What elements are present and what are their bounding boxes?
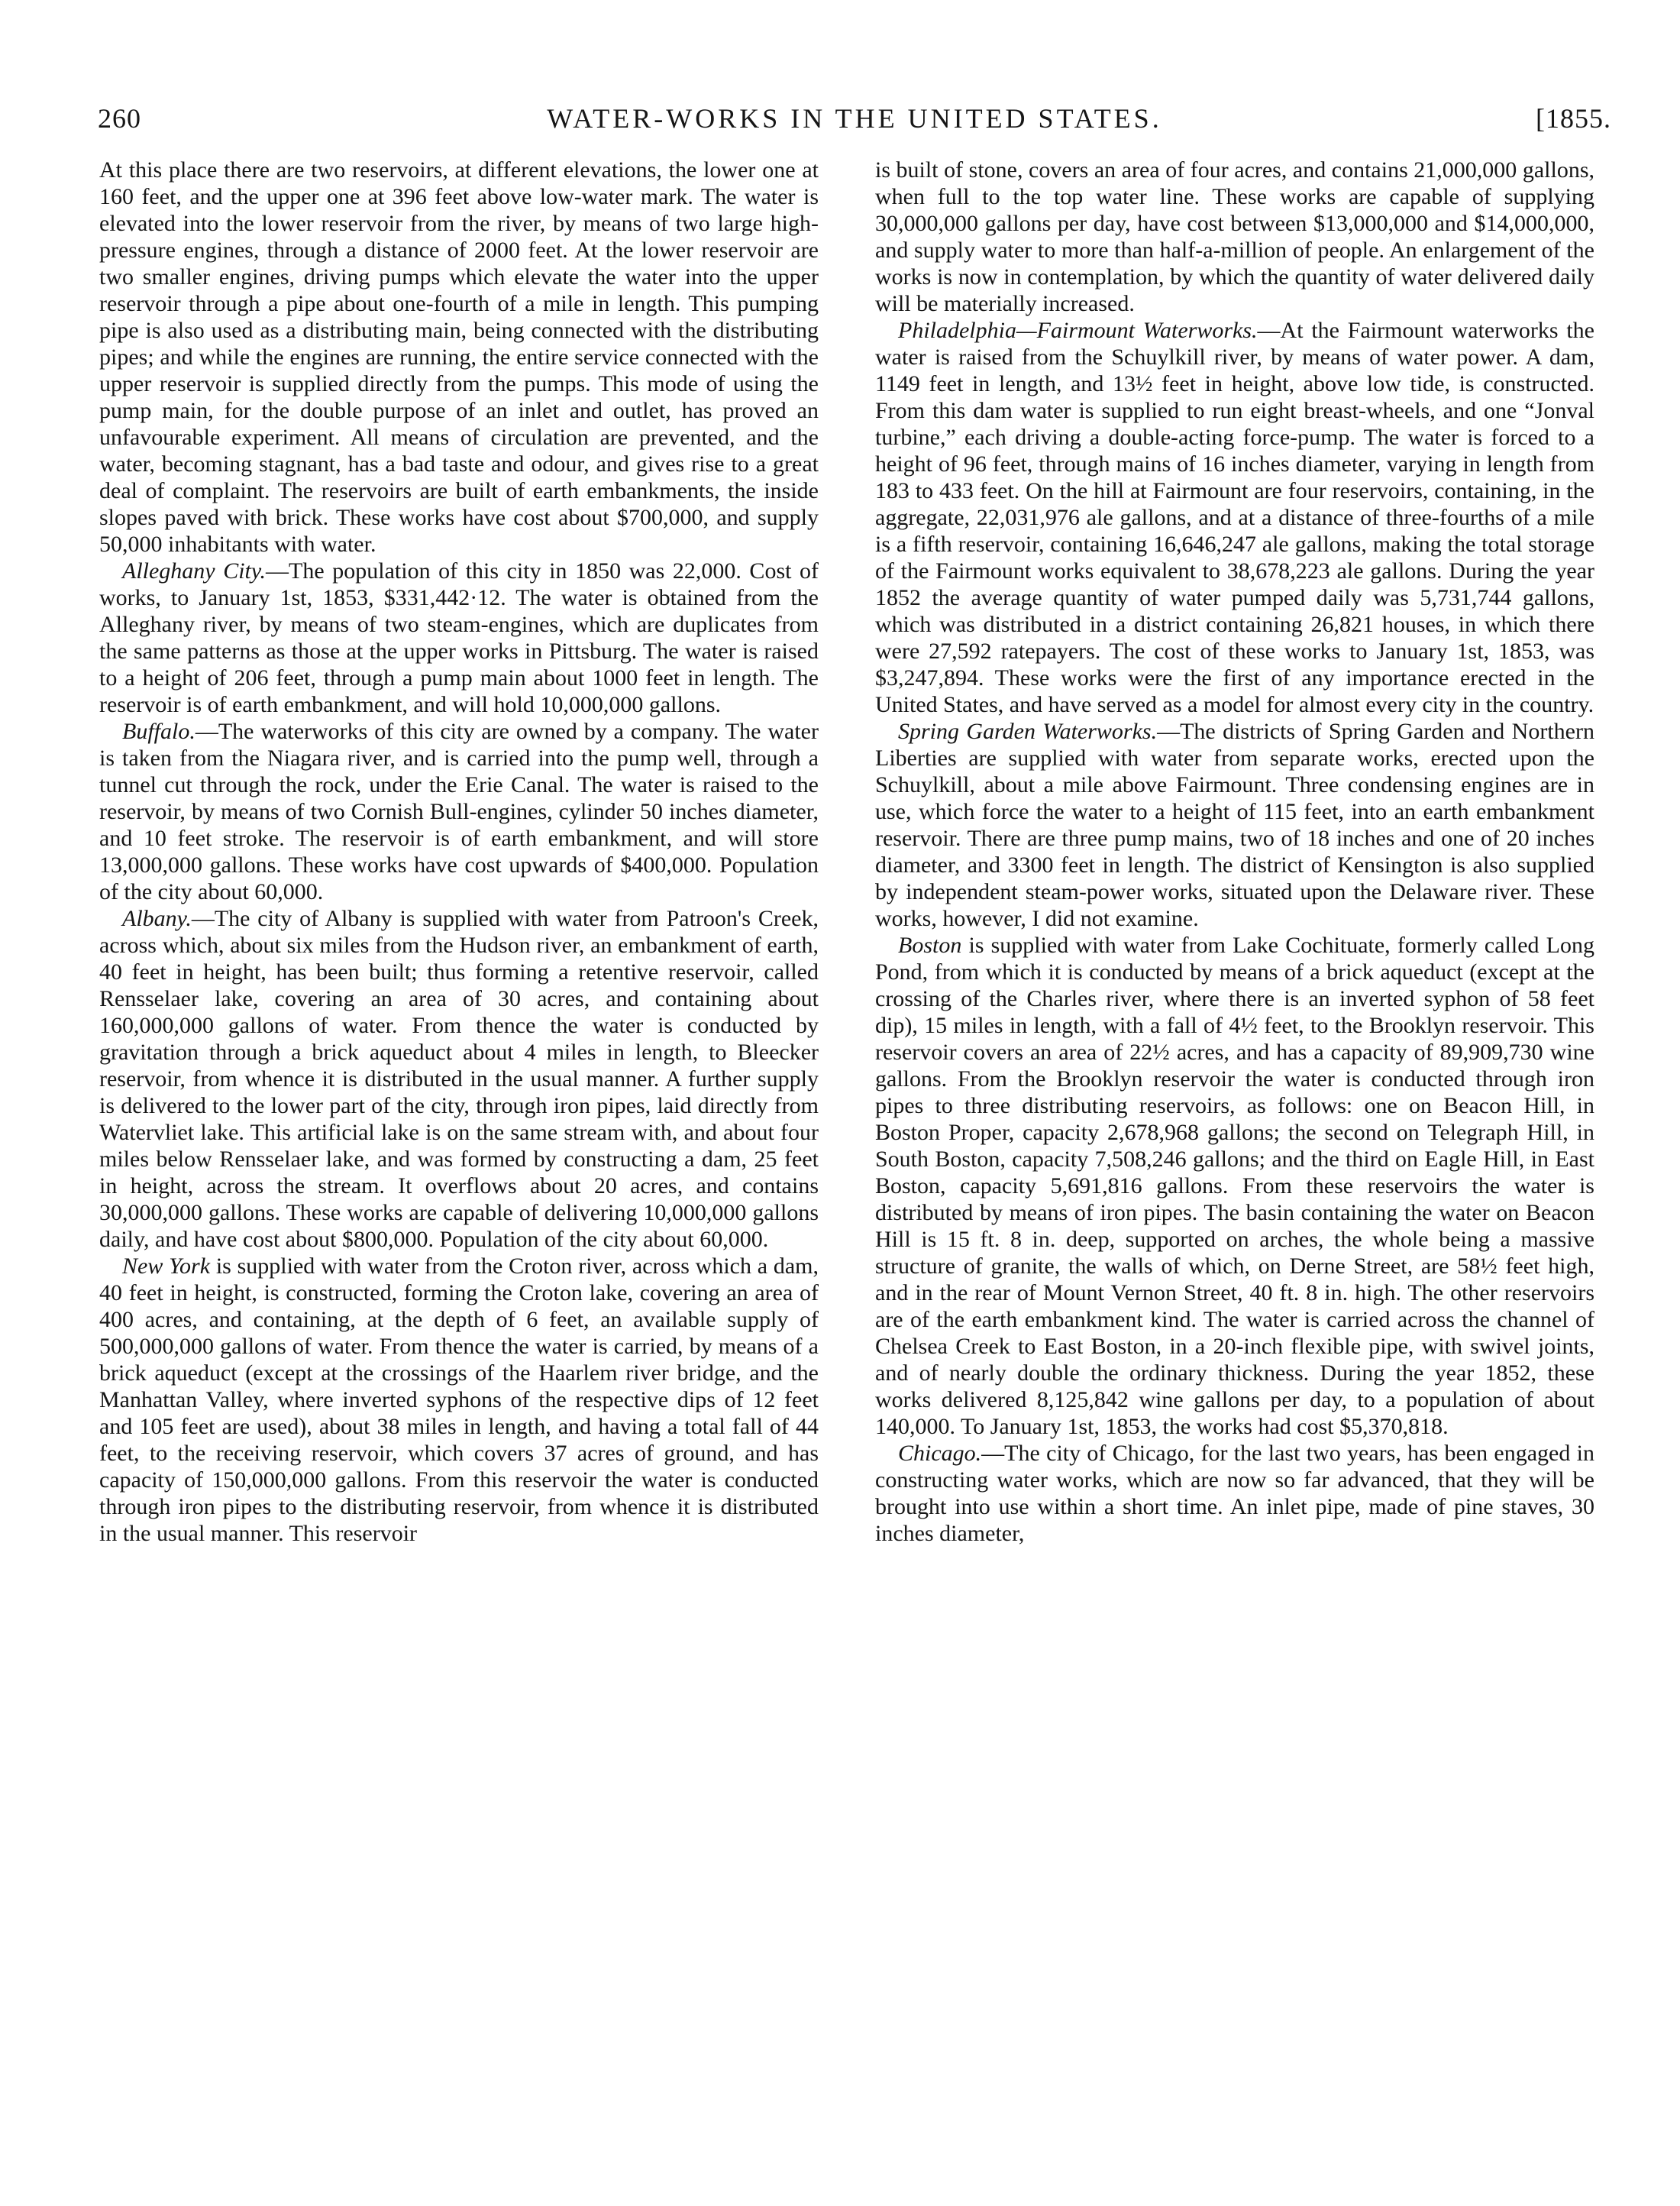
paragraph-text: is supplied with water from the Croton river, across which a dam, 40 feet in height, is constructed, forming the Croton lake, covering an area of 400 acres, and containing, at the depth of 6 feet, an available supply of 500,000,000 gallons of water. From thence the water is carried, by means of a brick aqueduct (except at the crossings of the Haarlem river bridge, and the Manhattan Valley, where inverted syphons of the respective dips of 12 feet and 105 feet are used), about 38 miles in length, and having a total fall of 44 feet, to the receiving reservoir, which covers 37 acres of ground, and has capacity of 150,000,000 gallons. From this reservoir the water is conducted through iron pipes to the distributing reservoir, from whence it is distributed in the usual manner. This reservoir xyxy=(99,1253,819,1546)
paragraph-text: —At the Fairmount waterworks the water is raised from the Schuylkill river, by means of water power. A dam, 1149 feet in length, and 13½ feet in height, above low tide, is constructed. From this dam water is supplied to run eight breast-wheels, and one “Jonval turbine,” each driving a double-acting force-pump. The water is forced to a height of 96 feet, through mains of 16 inches diameter, varying in length from 183 to 433 feet. On the hill at Fairmount are four reservoirs, containing, in the aggregate, 22,031,976 ale gallons, and at a distance of three-fourths of a mile is a fifth reservoir, containing 16,646,247 ale gallons, making the total storage of the Fairmount works equivalent to 38,678,223 ale gallons. During the year 1852 the average quantity of water pumped daily was 5,731,744 gallons, which was distributed in a district containing 26,821 houses, in which there were 27,592 ratepayers. The cost of these works to January 1st, 1853, was $3,247,894. These works were the first of any importance erected in the United States, and have served as a model for almost every city in the country. xyxy=(875,318,1594,717)
paragraph-boston xyxy=(875,932,1594,1440)
paragraph-philadelphia-fairmount xyxy=(875,317,1594,718)
running-header xyxy=(98,96,1611,142)
header-year: [1855. xyxy=(1536,103,1611,134)
paragraph-pittsburg-continued xyxy=(99,157,819,558)
paragraph-text: —The population of this city in 1850 was 22,000. Cost of works, to January 1st, 1853, $331,442·12. The water is obtained from the Alleghany river, by means of two steam-engines, which are duplicates from the same patterns as those at the upper works in Pittsburg. The water is raised to a height of 206 feet, through a pump main about 1000 feet in length. The reservoir is of earth embankment, and will hold 10,000,000 gallons. xyxy=(99,558,819,717)
left-column xyxy=(99,157,819,1547)
paragraph-text: —The city of Chicago, for the last two years, has been engaged in constructing water works, which are now so far advanced, that they will be brought into use within a short time. An inlet pipe, made of pine staves, 30 inches diameter, xyxy=(875,1441,1594,1546)
paragraph-text: —The city of Albany is supplied with water from Patroon's Creek, across which, about six miles from the Hudson river, an embankment of earth, 40 feet in height, has been built; thus forming a retentive reservoir, called Rensselaer lake, covering an area of 30 acres, and containing about 160,000,000 gallons of water. From thence the water is conducted by gravitation through a brick aqueduct about 4 miles in length, to Bleecker reservoir, from whence it is distributed in the usual manner. A further supply is delivered to the lower part of the city, through iron pipes, laid directly from Watervliet lake. This artificial lake is on the same stream with, and about four miles below Rensselaer lake, and was formed by constructing a dam, 25 feet in height, across the stream. It overflows about 20 acres, and contains 30,000,000 gallons. These works are capable of delivering 10,000,000 gallons daily, and have cost about $800,000. Population of the city about 60,000. xyxy=(99,906,819,1252)
paragraph-text: At this place there are two reservoirs, at different elevations, the lower one at 160 feet, and the upper one at 396 feet above low-water mark. The water is elevated into the lower reservoir from the river, by means of two large high-pressure engines, through a distance of 2000 feet. At the lower reservoir are two smaller engines, driving pumps which elevate the water into the upper reservoir through a pipe about one-fourth of a mile in length. This pumping pipe is also used as a distributing main, being connected with the distributing pipes; and while the engines are running, the entire service connected with the upper reservoir is supplied directly from the pumps. This mode of using the pump main, for the double purpose of an inlet and outlet, has proved an unfavourable experiment. All means of circulation are prevented, and the water, becoming stagnant, has a bad taste and odour, and gives rise to a great deal of complaint. The reservoirs are built of earth embankments, the inside slopes paved with brick. These works have cost about $700,000, and supply 50,000 inhabitants with water. xyxy=(99,157,819,557)
page-number: 260 xyxy=(98,103,141,134)
paragraph-heading: Chicago. xyxy=(898,1441,982,1466)
paragraph-heading: Alleghany City. xyxy=(122,558,267,584)
running-title: WATER-WORKS IN THE UNITED STATES. xyxy=(547,103,1162,134)
paragraph-heading: Philadelphia—Fairmount Waterworks. xyxy=(898,318,1258,343)
paragraph-spring-garden xyxy=(875,718,1594,932)
paragraph-heading: Buffalo. xyxy=(122,719,195,744)
paragraph-text: is built of stone, covers an area of four acres, and contains 21,000,000 gallons, when full to the top water line. These works are capable of supplying 30,000,000 gallons per day, have cost between $13,000,000 and $14,000,000, and supply water to more than half-a-million of people. An enlargement of the works is now in contemplation, by which the quantity of water delivered daily will be materially increased. xyxy=(875,157,1594,316)
paragraph-new-york xyxy=(99,1253,819,1547)
paragraph-buffalo xyxy=(99,718,819,905)
paragraph-heading: Spring Garden Waterworks. xyxy=(898,719,1158,744)
paragraph-text: is supplied with water from Lake Cochituate, formerly called Long Pond, from which it is conducted by means of a brick aqueduct (except at the crossing of the Charles river, where there is an inverted syphon of 58 feet dip), 15 miles in length, with a fall of 4½ feet, to the Brooklyn reservoir. This reservoir covers an area of 22½ acres, and has a capacity of 89,909,730 wine gallons. From the Brooklyn reservoir the water is conducted through iron pipes to three distributing reservoirs, as follows: one on Beacon Hill, in Boston Proper, capacity 2,678,968 gallons; the second on Telegraph Hill, in South Boston, capacity 7,508,246 gallons; and the third on Eagle Hill, in East Boston, capacity 5,691,816 gallons. From these reservoirs the water is distributed by means of iron pipes. The basin containing the water on Beacon Hill is 15 ft. 8 in. deep, supported on arches, the whole being a massive structure of granite, the walls of which, on Derne Street, are 58½ feet high, and in the rear of Mount Vernon Street, 40 ft. 8 in. high. The other reservoirs are of the earth embankment kind. The water is carried across the channel of Chelsea Creek to East Boston, in a 20-inch flexible pipe, with swivel joints, and of nearly double the ordinary thickness. During the year 1852, these works delivered 8,125,842 wine gallons per day, to a population of about 140,000. To January 1st, 1853, the works had cost $5,370,818. xyxy=(875,933,1594,1439)
paragraph-heading: New York xyxy=(122,1253,211,1279)
paragraph-new-york-continued xyxy=(875,157,1594,317)
paragraph-heading: Albany. xyxy=(122,906,192,931)
paragraph-chicago xyxy=(875,1440,1594,1547)
paragraph-text: —The waterworks of this city are owned by a company. The water is taken from the Niagara river, and is carried into the pump well, through a tunnel cut through the rock, under the Erie Canal. The water is raised to the reservoir, by means of two Cornish Bull-engines, cylinder 50 inches diameter, and 10 feet stroke. The reservoir is of earth embankment, and will store 13,000,000 gallons. These works have cost upwards of $400,000. Population of the city about 60,000. xyxy=(99,719,819,904)
right-column xyxy=(875,157,1594,1547)
paragraph-heading: Boston xyxy=(898,933,962,958)
paragraph-text: —The districts of Spring Garden and Northern Liberties are supplied with water from separate works, erected upon the Schuylkill, about a mile above Fairmount. Three condensing engines are in use, which force the water to a height of 115 feet, into an earth embankment reservoir. There are three pump mains, two of 18 inches and one of 20 inches diameter, and 3300 feet in length. The district of Kensington is also supplied by independent steam-power works, situated upon the Delaware river. These works, however, I did not examine. xyxy=(875,719,1594,931)
paragraph-albany xyxy=(99,905,819,1253)
paragraph-alleghany-city xyxy=(99,558,819,718)
